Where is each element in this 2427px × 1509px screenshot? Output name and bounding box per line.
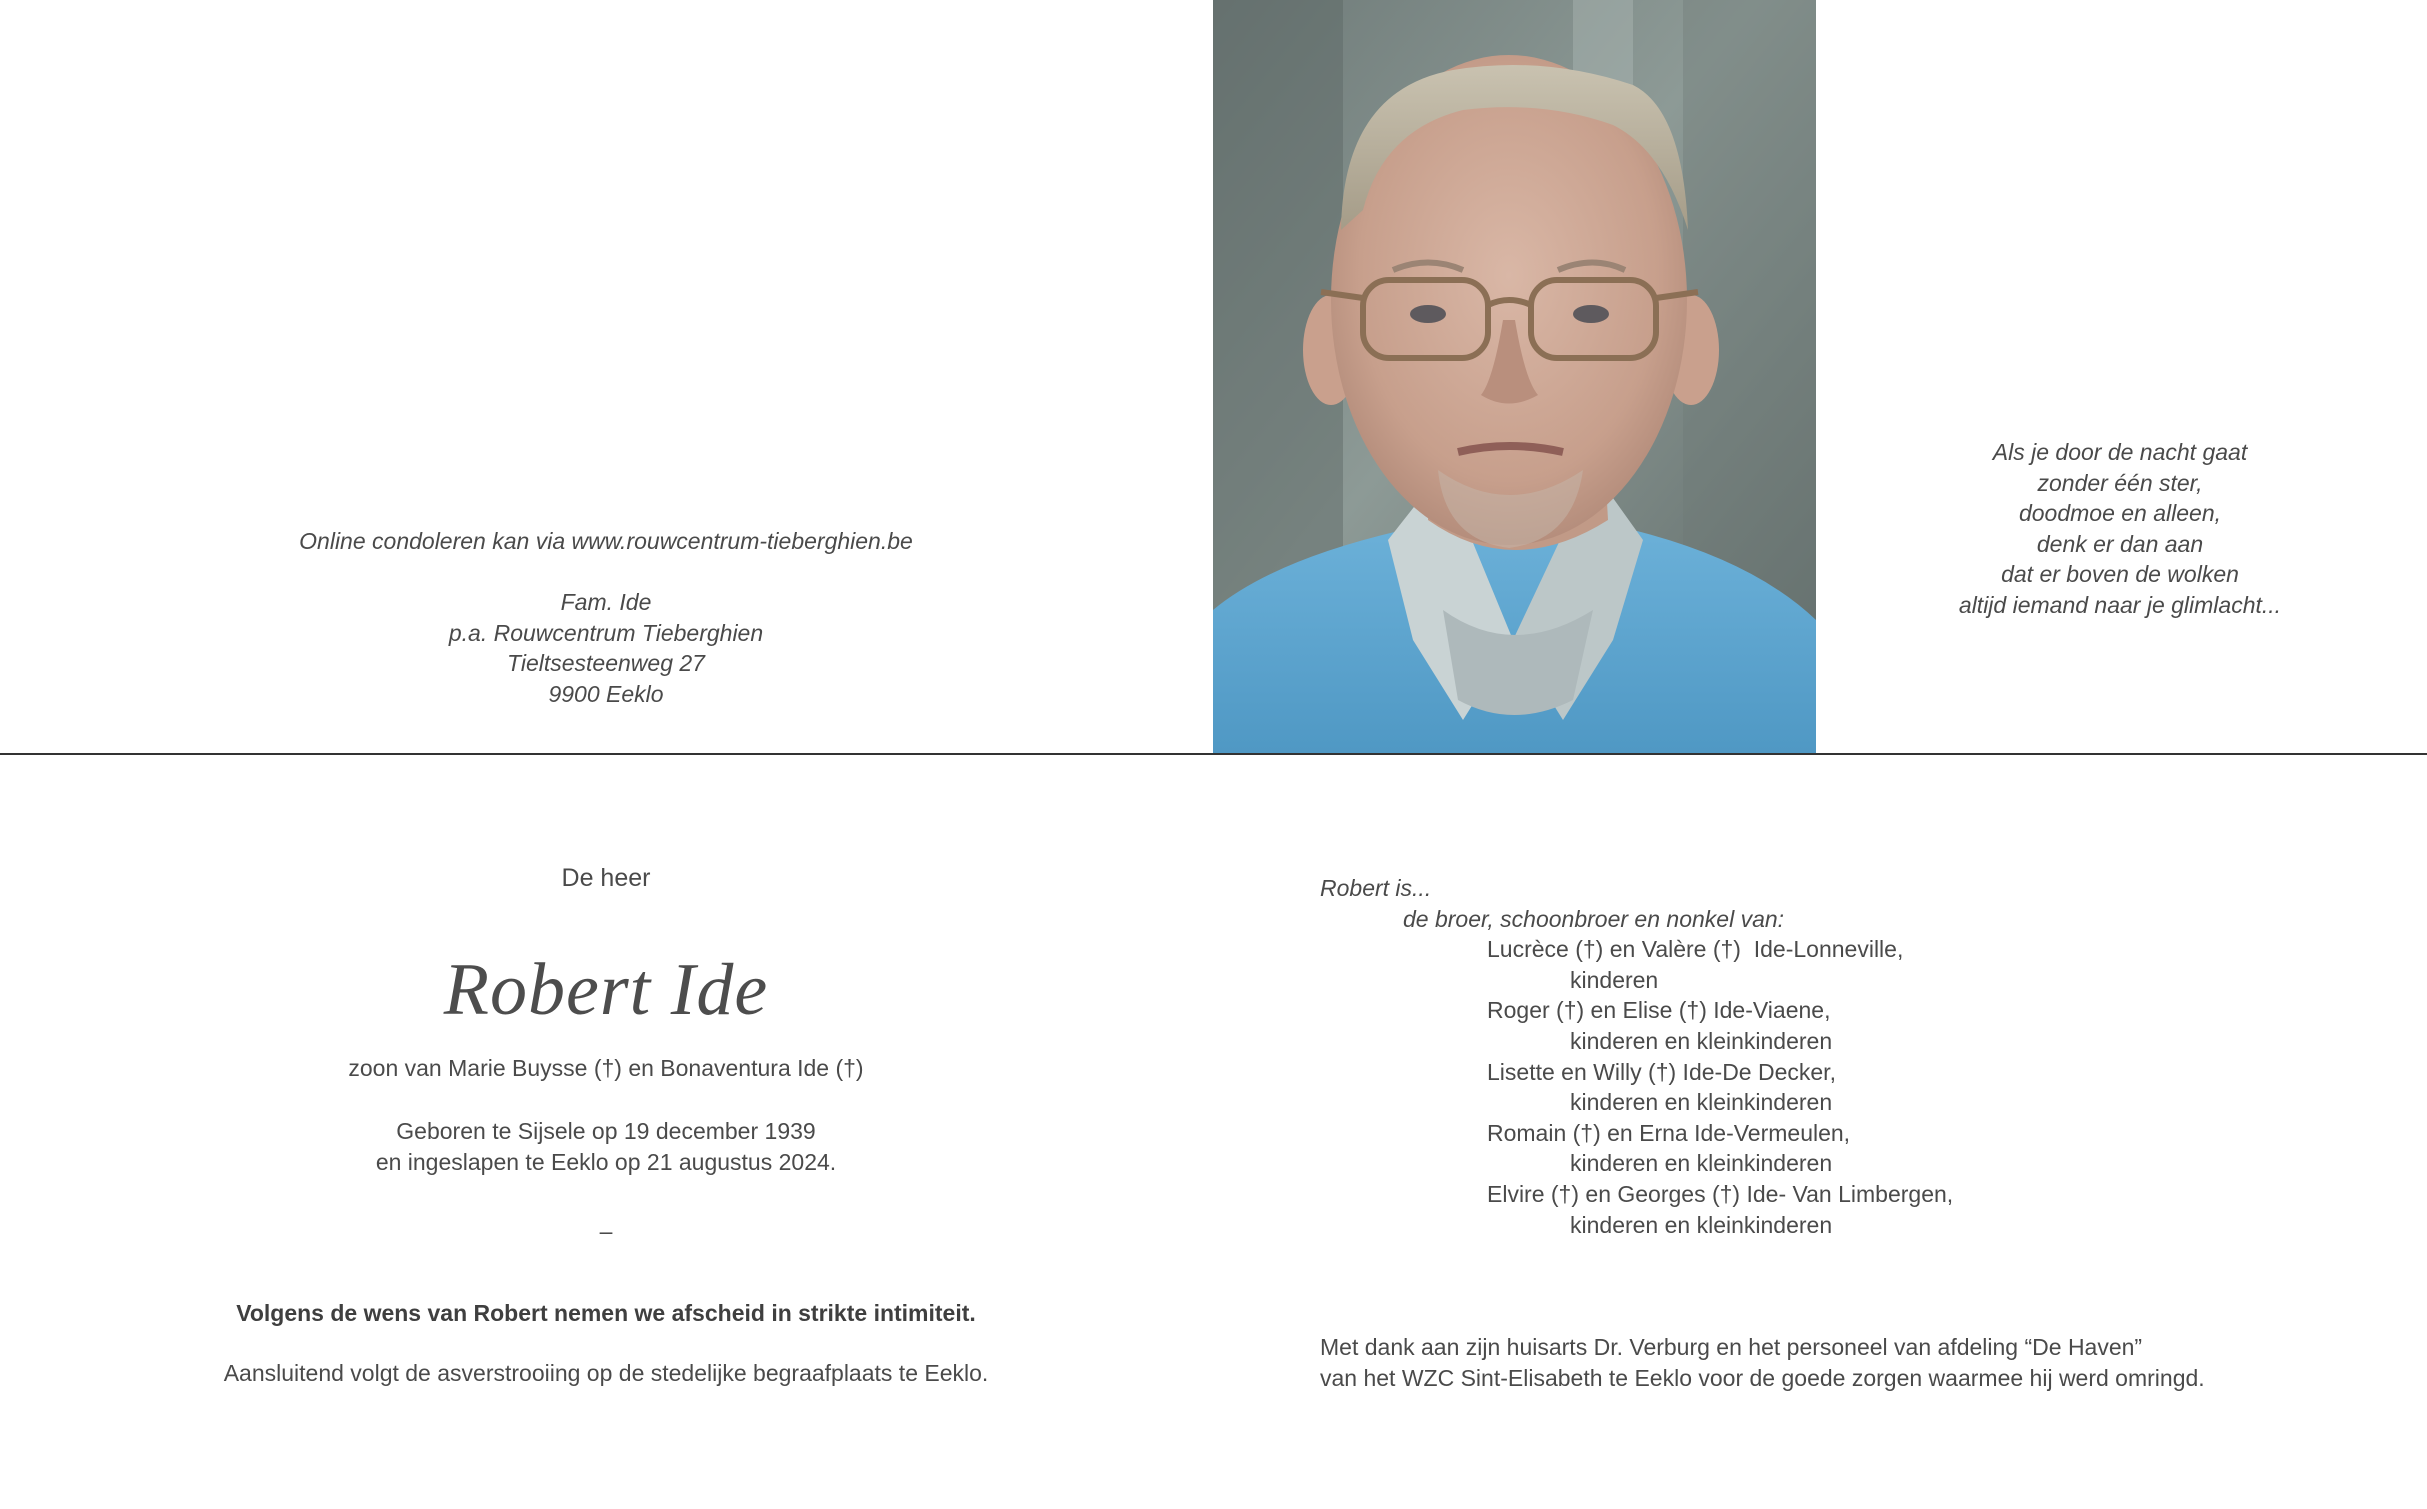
ashes-text: Aansluitend volgt de asverstrooiing op de stedelijke begraafplaats te Eeklo.	[223, 1360, 989, 1386]
farewell-text: Volgens de wens van Robert nemen we afscheid in strikte intimiteit.	[236, 1300, 976, 1326]
address-street: Tieltsesteenweg 27	[507, 650, 705, 677]
poem	[1880, 437, 2360, 621]
family-descendants: kinderen en kleinkinderen	[1570, 1150, 1833, 1177]
life-dates	[200, 1116, 1012, 1177]
family-descendants: kinderen en kleinkinderen	[1570, 1089, 1833, 1116]
poem-line: dat er boven de wolken	[2001, 561, 2239, 588]
deceased-name: Robert Ide	[443, 949, 769, 1031]
separator-dash: –	[599, 1218, 613, 1244]
portrait-photo	[1213, 0, 1816, 754]
birth-text: Geboren te Sijsele op 19 december 1939	[396, 1118, 816, 1144]
parents-text: zoon van Marie Buysse (†) en Bonaventura Ide (†)	[348, 1055, 864, 1081]
family-descendants: kinderen en kleinkinderen	[1570, 1027, 1833, 1054]
family-couple: Romain (†) en Erna Ide-Vermeulen,	[1487, 1119, 1851, 1146]
poem-line: Als je door de nacht gaat	[1992, 439, 2248, 465]
address-family: Fam. Ide	[560, 589, 652, 616]
fold-line	[0, 753, 2427, 755]
family-intro: Robert is...	[1320, 875, 1432, 901]
address-funeral-home: p.a. Rouwcentrum Tieberghien	[448, 619, 764, 646]
poem-line: denk er dan aan	[2036, 530, 2204, 557]
thanks-text	[1320, 1332, 2370, 1393]
address-city: 9900 Eeklo	[548, 680, 664, 707]
death-text: en ingeslapen te Eeklo op 21 augustus 2024.	[375, 1148, 837, 1175]
family-descendants: kinderen	[1570, 966, 1659, 993]
poem-line: zonder één ster,	[2037, 469, 2203, 496]
portrait-illustration	[1213, 0, 1816, 754]
family-couple: Roger (†) en Elise (†) Ide-Viaene,	[1487, 997, 1831, 1024]
family-couple: Lisette en Willy (†) Ide-De Decker,	[1487, 1058, 1836, 1085]
family-couple: Lucrèce (†) en Valère (†) Ide-Lonneville,	[1487, 936, 1904, 963]
contact-block	[200, 526, 1012, 710]
family-list	[1320, 873, 2370, 1240]
family-couple: Elvire (†) en Georges (†) Ide- Van Limbergen,	[1487, 1180, 1954, 1207]
poem-line: altijd iemand naar je glimlacht...	[1958, 591, 2282, 618]
online-condolence-text: Online condoleren kan via www.rouwcentrum-tieberghien.be	[299, 528, 913, 554]
honorific: De heer	[561, 864, 651, 892]
family-relation: de broer, schoonbroer en nonkel van:	[1403, 905, 1785, 932]
poem-line: doodmoe en alleen,	[2018, 500, 2222, 527]
family-descendants: kinderen en kleinkinderen	[1570, 1211, 1833, 1238]
thanks-line: van het WZC Sint-Elisabeth te Eeklo voor de goede zorgen waarmee hij werd omringd.	[1320, 1364, 2205, 1391]
thanks-line: Met dank aan zijn huisarts Dr. Verburg en het personeel van afdeling “De Haven”	[1320, 1334, 2143, 1360]
